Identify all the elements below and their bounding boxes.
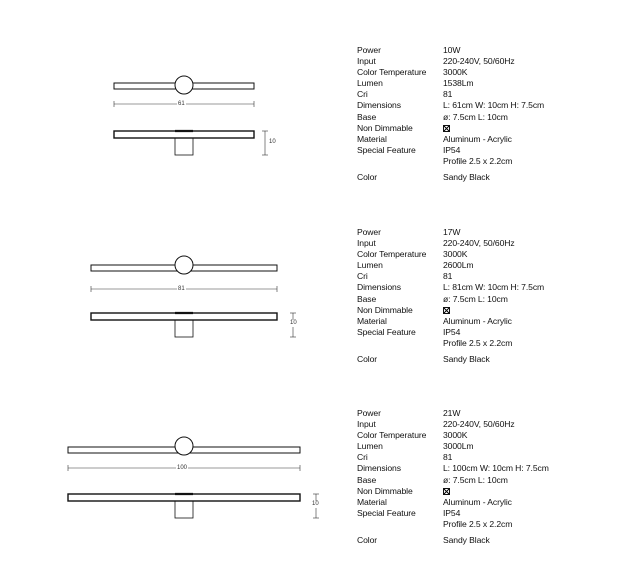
spec-row: [357, 78, 627, 89]
top-view-base-circle: [175, 76, 193, 94]
spec-value: 3000Lm: [443, 441, 474, 452]
spec-row: [357, 497, 627, 508]
spec-row: [357, 89, 627, 100]
spec-row: [357, 519, 627, 530]
spec-label: Base: [357, 293, 377, 304]
technical-drawing: [0, 408, 340, 588]
spec-value: 21W: [443, 408, 461, 418]
spec-label: Non Dimmable: [357, 304, 413, 315]
spec-label: Color Temperature: [357, 67, 427, 78]
spec-value: 81: [443, 89, 453, 100]
spec-row: [357, 271, 627, 282]
spec-label: Color: [357, 171, 378, 182]
spec-label: Color: [357, 534, 378, 545]
spec-value: 2600Lm: [443, 260, 474, 271]
spec-label: [357, 519, 443, 530]
spec-row: [357, 305, 627, 316]
spec-label: Cri: [357, 452, 368, 463]
spec-row: [357, 327, 627, 338]
spec-row: [357, 338, 627, 349]
technical-drawing: [0, 227, 340, 407]
spec-value: Aluminum - Acrylic: [443, 315, 512, 326]
spec-row: [357, 486, 627, 497]
spec-value: Profile 2.5 x 2.2cm: [443, 155, 513, 166]
height-label: 10: [312, 501, 319, 507]
spec-row: [357, 45, 627, 56]
spec-value: 10W: [443, 45, 461, 55]
spec-value: Aluminum - Acrylic: [443, 496, 512, 507]
spec-row: [357, 316, 627, 327]
spec-label: Dimensions: [357, 463, 401, 474]
spec-label: Cri: [357, 271, 368, 282]
spec-row: [357, 463, 627, 474]
spec-value: 81: [443, 271, 453, 282]
spec-row: [357, 112, 627, 123]
spec-row: [357, 238, 627, 249]
spec-label: Base: [357, 474, 377, 485]
spec-label: Input: [357, 56, 376, 67]
spec-value: ø: 7.5cm L: 10cm: [443, 111, 508, 122]
spec-row: [357, 408, 627, 419]
lamp-drawing-svg: [0, 45, 340, 225]
spec-label: Material: [357, 133, 387, 144]
spec-label: Power: [357, 408, 381, 418]
spec-label: Non Dimmable: [357, 122, 413, 133]
spec-row: [357, 452, 627, 463]
height-label: 10: [290, 320, 297, 326]
spec-row: [357, 430, 627, 441]
spec-value: IP54: [443, 326, 461, 337]
spec-value: 17W: [443, 227, 461, 237]
spec-row: [357, 100, 627, 111]
product-block-81: [0, 227, 641, 407]
spec-value: Sandy Black: [443, 171, 490, 182]
non-dimmable-icon: [443, 125, 450, 132]
spec-row: [357, 535, 627, 546]
spec-row: [357, 172, 627, 183]
spec-table: [357, 408, 627, 546]
spec-label: Color: [357, 353, 378, 364]
side-view-base: [175, 320, 193, 337]
spec-label: Input: [357, 238, 376, 249]
spec-row: [357, 227, 627, 238]
spec-value: 220-240V, 50/60Hz: [443, 419, 515, 430]
spec-row: [357, 260, 627, 271]
spec-label: Non Dimmable: [357, 485, 413, 496]
spec-label: Power: [357, 227, 381, 237]
top-view: [114, 76, 254, 94]
spec-value: 3000K: [443, 67, 468, 78]
width-label: 61: [178, 101, 185, 107]
spec-label: Special Feature: [357, 507, 416, 518]
non-dimmable-icon: [443, 307, 450, 314]
side-view: [91, 313, 277, 337]
spec-row: [357, 475, 627, 486]
side-view: [68, 494, 300, 518]
spec-row: [357, 294, 627, 305]
spec-label: Material: [357, 496, 387, 507]
non-dimmable-icon: [443, 488, 450, 495]
width-label: 100: [177, 465, 188, 471]
spec-row: [357, 249, 627, 260]
spec-label: Lumen: [357, 78, 383, 89]
spec-value: [443, 123, 627, 134]
spec-row: [357, 419, 627, 430]
spec-label: Power: [357, 45, 381, 55]
spec-value: ø: 7.5cm L: 10cm: [443, 293, 508, 304]
spec-label: Dimensions: [357, 282, 401, 293]
height-label: 10: [269, 139, 276, 145]
side-view: [114, 131, 254, 155]
spec-value: 220-240V, 50/60Hz: [443, 56, 515, 67]
width-label: 81: [178, 286, 185, 292]
spec-row: [357, 145, 627, 156]
spec-label: Base: [357, 111, 377, 122]
spec-value: [443, 305, 627, 316]
spec-value: 3000K: [443, 249, 468, 260]
spec-label: Special Feature: [357, 144, 416, 155]
spec-label: [357, 338, 443, 349]
spec-table: [357, 227, 627, 365]
spec-row: [357, 282, 627, 293]
lamp-drawing-svg: [0, 227, 340, 407]
spec-label: Dimensions: [357, 100, 401, 111]
spec-value: IP54: [443, 144, 461, 155]
top-view-base-circle: [175, 437, 193, 455]
spec-label: Special Feature: [357, 326, 416, 337]
spec-label: Material: [357, 315, 387, 326]
side-view-base: [175, 138, 193, 155]
spec-table: [357, 45, 627, 183]
technical-drawing: [0, 45, 340, 225]
product-block-100: [0, 408, 641, 588]
lamp-drawing-svg: [0, 408, 340, 588]
spec-row: [357, 67, 627, 78]
spec-row: [357, 56, 627, 67]
top-view: [91, 256, 277, 274]
spec-label: Color Temperature: [357, 430, 427, 441]
spec-label: Cri: [357, 89, 368, 100]
spec-label: Input: [357, 419, 376, 430]
spec-row: [357, 123, 627, 134]
spec-value: L: 61cm W: 10cm H: 7.5cm: [443, 100, 545, 111]
top-view: [68, 437, 300, 455]
spec-value: [443, 486, 627, 497]
spec-value: ø: 7.5cm L: 10cm: [443, 474, 508, 485]
spec-row: [357, 354, 627, 365]
spec-value: Aluminum - Acrylic: [443, 133, 512, 144]
spec-value: 3000K: [443, 430, 468, 441]
spec-row: [357, 508, 627, 519]
spec-value: Sandy Black: [443, 534, 490, 545]
top-view-base-circle: [175, 256, 193, 274]
spec-value: Profile 2.5 x 2.2cm: [443, 518, 513, 529]
spec-value: 81: [443, 452, 453, 463]
spec-value: Profile 2.5 x 2.2cm: [443, 337, 513, 348]
spec-row: [357, 156, 627, 167]
spec-row: [357, 134, 627, 145]
spec-value: 220-240V, 50/60Hz: [443, 238, 515, 249]
spec-value: Sandy Black: [443, 353, 490, 364]
spec-value: IP54: [443, 507, 461, 518]
product-block-61: [0, 45, 641, 225]
spec-label: Lumen: [357, 441, 383, 452]
spec-value: 1538Lm: [443, 78, 474, 89]
spec-value: L: 100cm W: 10cm H: 7.5cm: [443, 463, 549, 474]
spec-label: [357, 156, 443, 167]
spec-label: Lumen: [357, 260, 383, 271]
spec-row: [357, 441, 627, 452]
spec-label: Color Temperature: [357, 249, 427, 260]
side-view-base: [175, 501, 193, 518]
spec-value: L: 81cm W: 10cm H: 7.5cm: [443, 282, 545, 293]
